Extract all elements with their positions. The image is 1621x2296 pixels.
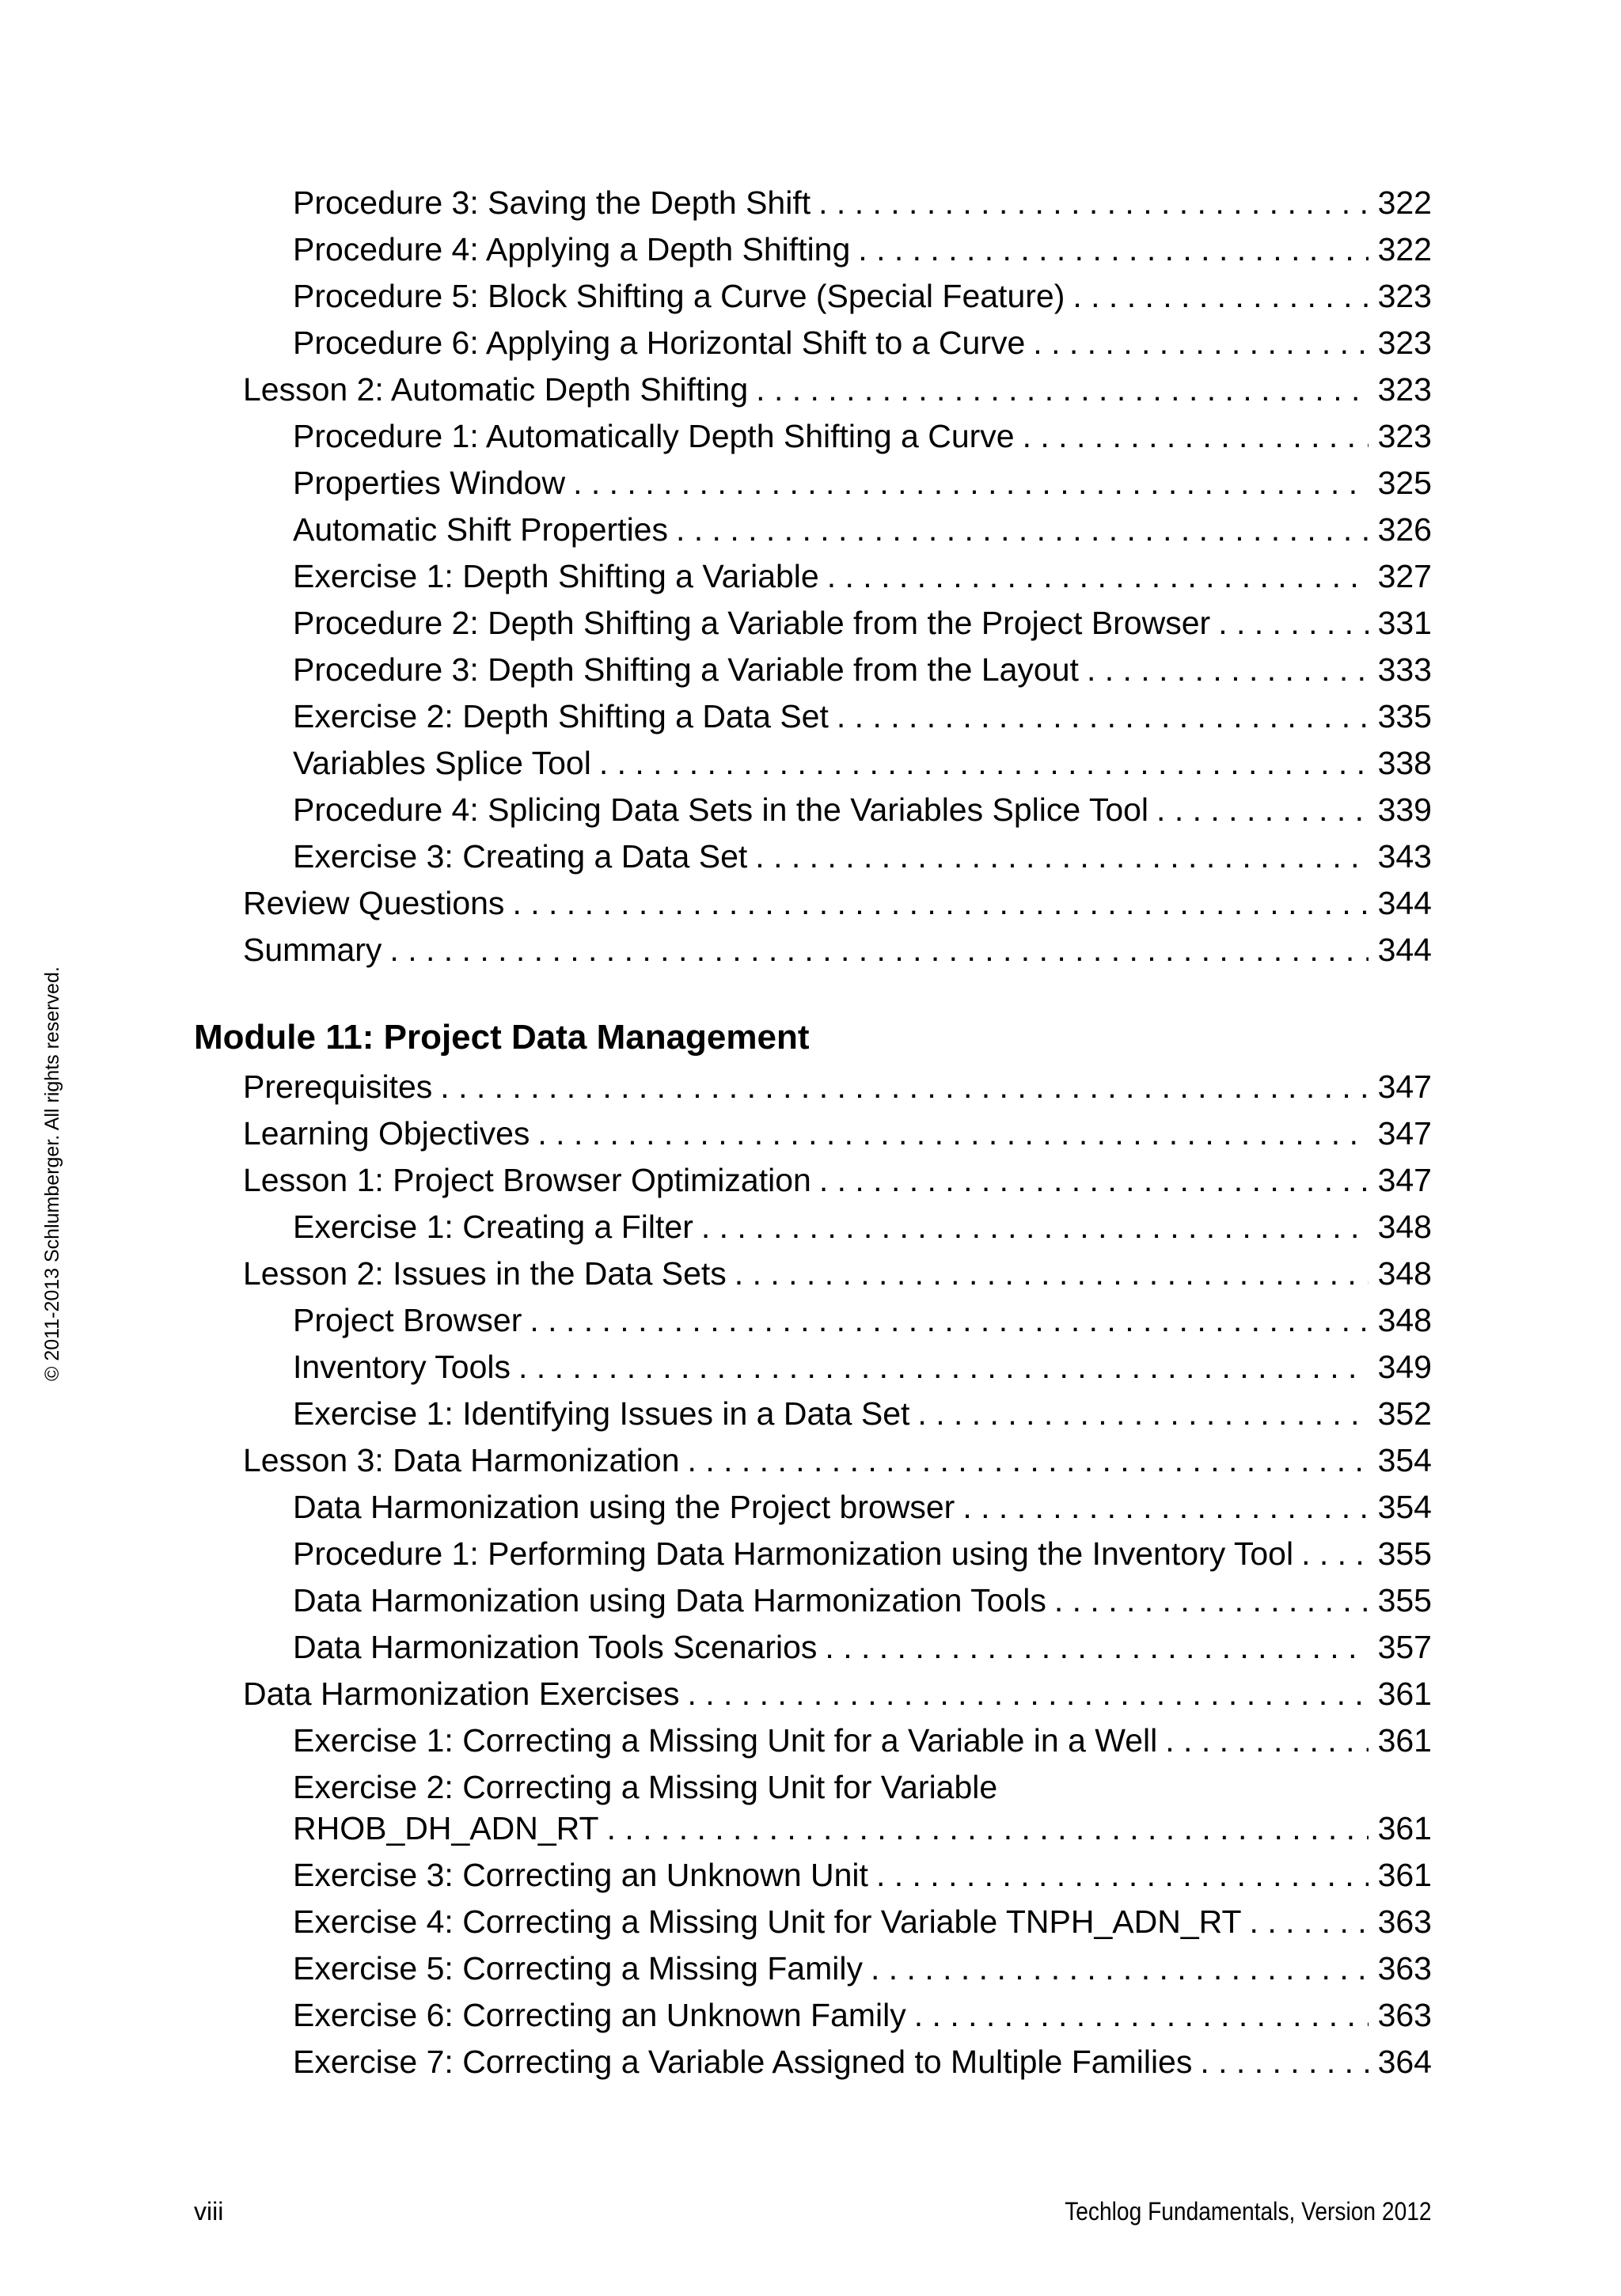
toc-entry-label: Lesson 2: Issues in the Data Sets: [243, 1255, 727, 1292]
dot-leader: [530, 1298, 1368, 1342]
toc-entry-page: 338: [1377, 745, 1432, 781]
toc-entry-label: Data Harmonization Exercises: [243, 1676, 680, 1712]
toc-entry-page: 347: [1377, 1162, 1432, 1198]
toc-entry[interactable]: [293, 787, 1432, 832]
toc-entry-label: Procedure 3: Saving the Depth Shift: [293, 184, 811, 221]
toc-entry-page: 333: [1377, 651, 1432, 688]
toc-entry[interactable]: [243, 1065, 1432, 1109]
toc-entry[interactable]: [293, 1625, 1432, 1669]
toc-entry[interactable]: [243, 1672, 1432, 1716]
toc-entry-label: RHOB_DH_ADN_RT: [293, 1810, 599, 1846]
footer-document-title: Techlog Fundamentals, Version 2012: [1065, 2197, 1432, 2226]
toc-entry-label: Procedure 1: Performing Data Harmonization using the Inventory Tool: [293, 1535, 1294, 1572]
toc-entry-label: Data Harmonization using Data Harmonization Tools: [293, 1582, 1046, 1619]
toc-entry-page: 361: [1377, 1722, 1432, 1759]
toc-entry-wrapped-line[interactable]: [293, 1765, 1432, 1809]
toc-entry[interactable]: [293, 321, 1432, 365]
toc-entry[interactable]: [293, 1718, 1432, 1763]
toc-entry-label: Procedure 2: Depth Shifting a Variable from the Project Browser: [293, 605, 1211, 641]
toc-entry[interactable]: [243, 1251, 1432, 1296]
toc-entry-label: Project Browser: [293, 1302, 522, 1338]
toc-entry[interactable]: [293, 461, 1432, 505]
toc-entry[interactable]: [293, 1345, 1432, 1389]
toc-entry-label: Prerequisites: [243, 1068, 433, 1105]
toc-entry[interactable]: [293, 741, 1432, 785]
dot-leader: [735, 1251, 1369, 1296]
toc-entry[interactable]: [293, 1298, 1432, 1342]
dot-leader: [701, 1205, 1369, 1249]
dot-leader: [962, 1485, 1368, 1529]
toc-entry-label: Data Harmonization Tools Scenarios: [293, 1629, 818, 1665]
dot-leader: [573, 461, 1369, 505]
toc-entry-label: Exercise 5: Correcting a Missing Family: [293, 1950, 863, 1987]
toc-entry-label: Lesson 1: Project Browser Optimization: [243, 1162, 811, 1198]
copyright-sidebar: © 2011-2013 Schlumberger. All rights reserved.: [41, 966, 63, 1381]
toc-entry-page: 323: [1377, 324, 1432, 361]
dot-leader: [676, 507, 1369, 552]
toc-entry[interactable]: [293, 1205, 1432, 1249]
dot-leader: [537, 1111, 1368, 1156]
toc-entry-page: 349: [1377, 1349, 1432, 1385]
toc-entry-label: Lesson 2: Automatic Depth Shifting: [243, 371, 749, 408]
toc-entry-page: 361: [1377, 1676, 1432, 1712]
dot-leader: [440, 1065, 1368, 1109]
dot-leader: [1301, 1531, 1369, 1576]
toc-entry-page: 347: [1377, 1068, 1432, 1105]
dot-leader: [1023, 414, 1369, 458]
dot-leader: [819, 1158, 1369, 1202]
toc-entry-page: 363: [1377, 1950, 1432, 1987]
toc-entry-page: 323: [1377, 418, 1432, 454]
toc-entry-label: Lesson 3: Data Harmonization: [243, 1442, 680, 1478]
toc-entry-page: 361: [1377, 1810, 1432, 1846]
toc-entry[interactable]: [293, 1485, 1432, 1529]
toc-entry[interactable]: [293, 554, 1432, 598]
toc-entry-label: Exercise 1: Depth Shifting a Variable: [293, 558, 819, 594]
toc-entry-label: Exercise 4: Correcting a Missing Unit for Variable TNPH_ADN_RT: [293, 1903, 1242, 1940]
toc-entry-page: 322: [1377, 184, 1432, 221]
dot-leader: [818, 180, 1368, 225]
toc-entry-page: 361: [1377, 1857, 1432, 1893]
toc-entry-page: 347: [1377, 1115, 1432, 1152]
toc-entry[interactable]: [293, 1946, 1432, 1990]
toc-entry-page: 343: [1377, 838, 1432, 875]
dot-leader: [871, 1946, 1369, 1990]
dot-leader: [688, 1438, 1369, 1482]
toc-entry-label: Exercise 3: Correcting an Unknown Unit: [293, 1857, 868, 1893]
toc-entry[interactable]: [293, 1853, 1432, 1897]
dot-leader: [512, 881, 1368, 925]
dot-leader: [1033, 321, 1368, 365]
toc-entry-label: Exercise 6: Correcting an Unknown Family: [293, 1997, 906, 2033]
toc-entry-label: Procedure 3: Depth Shifting a Variable from the Layout: [293, 651, 1079, 688]
toc-entry-label: Exercise 3: Creating a Data Set: [293, 838, 748, 875]
dot-leader: [756, 367, 1368, 412]
dot-leader: [827, 554, 1369, 598]
toc-entry-page: 323: [1377, 371, 1432, 408]
toc-entry-page: 364: [1377, 2044, 1432, 2080]
toc-entry-page: 363: [1377, 1903, 1432, 1940]
toc-entry-label: Variables Splice Tool: [293, 745, 591, 781]
toc-entry[interactable]: [293, 1993, 1432, 2037]
toc-entry[interactable]: [293, 414, 1432, 458]
dot-leader: [914, 1993, 1369, 2037]
dot-leader: [599, 741, 1369, 785]
toc-entry[interactable]: [243, 881, 1432, 925]
toc-entry-label: Learning Objectives: [243, 1115, 530, 1152]
dot-leader: [687, 1672, 1368, 1716]
toc-entry-page: 323: [1377, 278, 1432, 314]
toc-entry[interactable]: [293, 601, 1432, 645]
dot-leader: [837, 694, 1369, 738]
toc-entry-page: 335: [1377, 698, 1432, 734]
toc-entry-label: Automatic Shift Properties: [293, 511, 668, 548]
toc-entry-page: 326: [1377, 511, 1432, 548]
dot-leader: [1218, 601, 1368, 645]
dot-leader: [518, 1345, 1369, 1389]
toc-entry[interactable]: [293, 647, 1432, 692]
toc-entry-label: Exercise 1: Creating a Filter: [293, 1209, 693, 1245]
toc-entry[interactable]: [293, 274, 1432, 318]
dot-leader: [1087, 647, 1369, 692]
dot-leader: [876, 1853, 1369, 1897]
toc-entry-label: Procedure 1: Automatically Depth Shifting a Curve: [293, 418, 1015, 454]
dot-leader: [607, 1806, 1369, 1850]
toc-entry[interactable]: [293, 1806, 1432, 1850]
toc-entry-label: Exercise 1: Identifying Issues in a Data Set: [293, 1395, 910, 1432]
toc-entry-page: 325: [1377, 465, 1432, 501]
toc-entry-label: Exercise 2: Correcting a Missing Unit for Variable: [293, 1769, 998, 1805]
toc-entry-page: 339: [1377, 791, 1432, 828]
toc-entry[interactable]: [243, 1111, 1432, 1156]
toc-entry-label: Data Harmonization using the Project browser: [293, 1489, 955, 1525]
toc-entry-page: 355: [1377, 1535, 1432, 1572]
toc-entry[interactable]: [293, 227, 1432, 271]
module-heading: Module 11: Project Data Management: [194, 1018, 810, 1057]
dot-leader: [1200, 2040, 1368, 2084]
toc-entry[interactable]: [293, 1578, 1432, 1622]
dot-leader: [1156, 787, 1369, 832]
toc-entry-label: Procedure 5: Block Shifting a Curve (Special Feature): [293, 278, 1065, 314]
toc-entry[interactable]: [293, 2040, 1432, 2084]
dot-leader: [755, 834, 1368, 879]
dot-leader: [1250, 1899, 1369, 1944]
toc-entry[interactable]: [293, 694, 1432, 738]
dot-leader: [1165, 1718, 1368, 1763]
toc-entry[interactable]: [293, 834, 1432, 879]
toc-entry-label: Exercise 1: Correcting a Missing Unit for a Variable in a Well: [293, 1722, 1158, 1759]
toc-entry-page: 322: [1377, 231, 1432, 268]
toc-entry-page: 327: [1377, 558, 1432, 594]
toc-entry-page: 354: [1377, 1442, 1432, 1478]
toc-entry-label: Inventory Tools: [293, 1349, 511, 1385]
toc-entry[interactable]: [293, 1391, 1432, 1436]
toc-entry-label: Procedure 6: Applying a Horizontal Shift to a Curve: [293, 324, 1026, 361]
toc-entry-label: Summary: [243, 932, 382, 968]
toc-entry-page: 352: [1377, 1395, 1432, 1432]
toc-entry-label: Review Questions: [243, 885, 505, 921]
dot-leader: [917, 1391, 1368, 1436]
toc-entry[interactable]: [243, 1438, 1432, 1482]
toc-entry-label: Exercise 2: Depth Shifting a Data Set: [293, 698, 829, 734]
toc-entry-page: 344: [1377, 885, 1432, 921]
toc-entry[interactable]: [243, 1158, 1432, 1202]
toc-entry-page: 344: [1377, 932, 1432, 968]
toc-entry-page: 354: [1377, 1489, 1432, 1525]
toc-entry-label: Procedure 4: Splicing Data Sets in the Variables Splice Tool: [293, 791, 1149, 828]
dot-leader: [1072, 274, 1368, 318]
toc-entry-page: 348: [1377, 1255, 1432, 1292]
toc-entry-label: Procedure 4: Applying a Depth Shifting: [293, 231, 851, 268]
toc-entry-page: 348: [1377, 1209, 1432, 1245]
toc-entry-page: 363: [1377, 1997, 1432, 2033]
toc-entry-page: 355: [1377, 1582, 1432, 1619]
toc-entry-page: 357: [1377, 1629, 1432, 1665]
toc-entry[interactable]: [293, 180, 1432, 225]
toc-entry[interactable]: [243, 367, 1432, 412]
toc-entry[interactable]: [243, 928, 1432, 972]
toc-entry-page: 331: [1377, 605, 1432, 641]
dot-leader: [858, 227, 1368, 271]
toc-entry-page: 348: [1377, 1302, 1432, 1338]
toc-entry[interactable]: [293, 1531, 1432, 1576]
toc-entry-label: Properties Window: [293, 465, 566, 501]
toc-entry[interactable]: [293, 1899, 1432, 1944]
toc-entry-label: Exercise 7: Correcting a Variable Assigned to Multiple Families: [293, 2044, 1193, 2080]
dot-leader: [389, 928, 1368, 972]
footer-page-number: viii: [194, 2197, 224, 2226]
dot-leader: [1054, 1578, 1369, 1622]
toc-entry[interactable]: [293, 507, 1432, 552]
dot-leader: [825, 1625, 1368, 1669]
